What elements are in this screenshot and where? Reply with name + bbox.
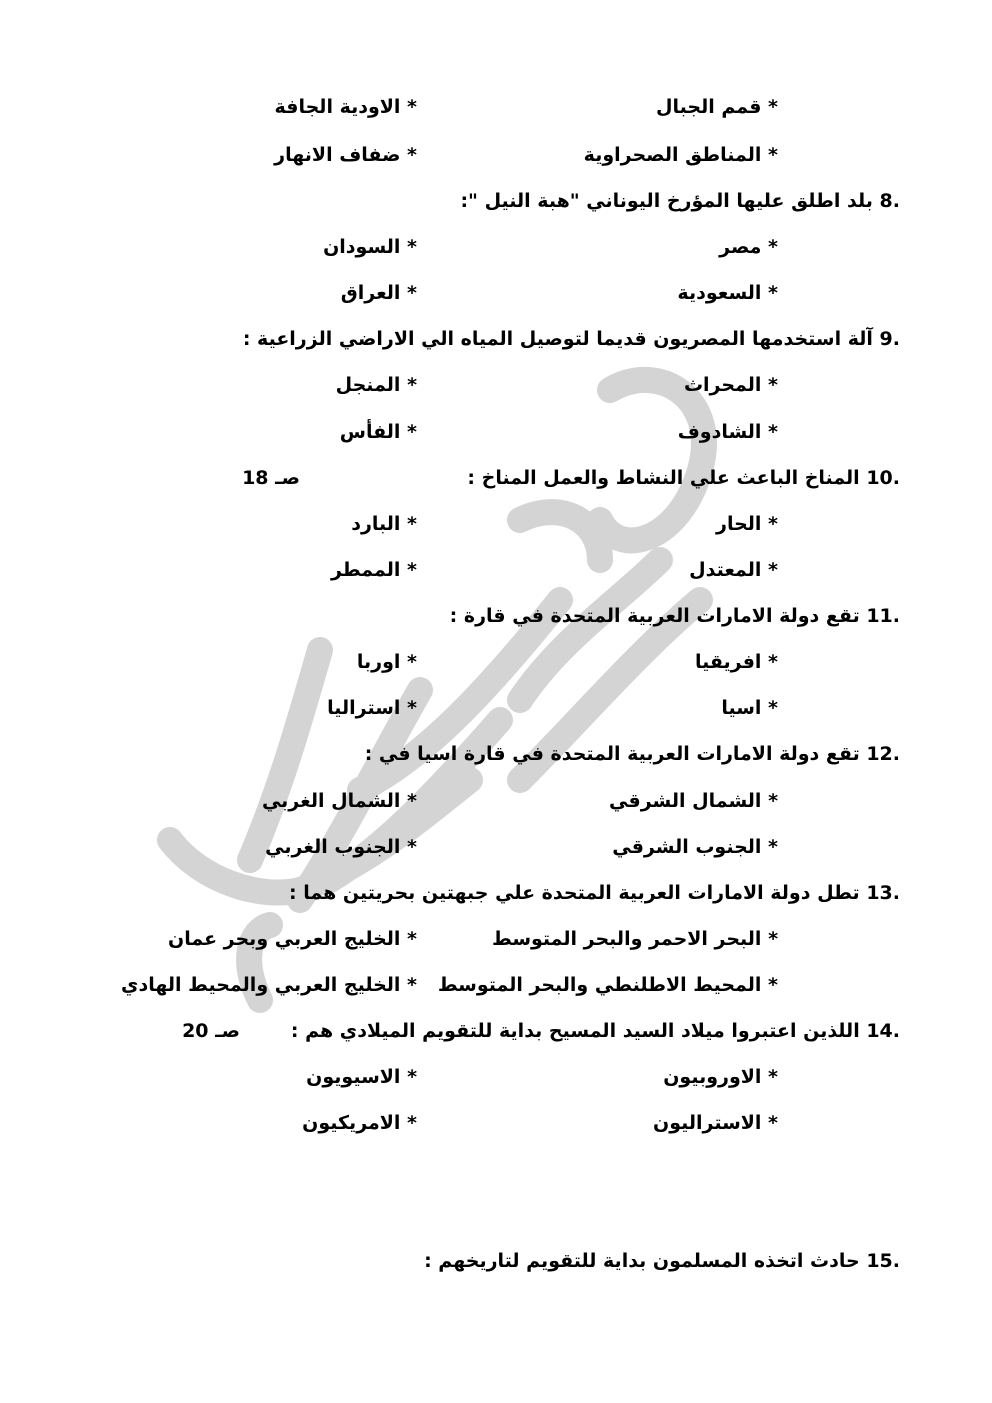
- q12-option-2: * الشمال الغربي: [261, 790, 417, 812]
- q8-option-4: * العراق: [340, 282, 417, 304]
- q10-option-4: * الممطر: [330, 559, 417, 581]
- question-11: [450, 604, 900, 628]
- question-8: [460, 189, 900, 213]
- q11-option-3: * اسيا: [721, 697, 778, 719]
- q13-option-2: * الخليج العربي وبحر عمان: [167, 928, 417, 950]
- q14-option-3: * الاستراليون: [652, 1112, 778, 1134]
- q8-option-1: * مصر: [719, 236, 778, 258]
- q11-option-4: * استراليا: [327, 697, 417, 719]
- q14-option-2: * الاسيويون: [306, 1066, 417, 1088]
- q13-option-3: * المحيط الاطلنطي والبحر المتوسط: [437, 974, 778, 996]
- q7-option-1: * قمم الجبال: [656, 96, 778, 118]
- q7-option-3: * المناطق الصحراوية: [583, 144, 778, 166]
- question-number: 15.: [866, 1250, 900, 1272]
- question-text: المناخ الباعث علي النشاط والعمل المناخ :: [467, 467, 860, 489]
- question-number: 9.: [879, 328, 900, 350]
- question-10: [467, 466, 900, 490]
- q13-option-4: * الخليج العربي والمحيط الهادي: [121, 974, 417, 996]
- q8-option-3: * السعودية: [677, 282, 778, 304]
- question-number: 14.: [866, 1020, 900, 1042]
- question-text: تطل دولة الامارات العربية المتحدة علي جبهتين بحريتين هما :: [289, 882, 860, 904]
- question-text: تقع دولة الامارات العربية المتحدة في قارة اسيا في :: [364, 743, 860, 765]
- question-14: [291, 1019, 900, 1043]
- q11-option-1: * افريقيا: [694, 651, 778, 673]
- question-text: حادث اتخذه المسلمون بداية للتقويم لتاريخهم :: [424, 1250, 860, 1272]
- question-number: 11.: [866, 605, 900, 627]
- question-9: [243, 327, 900, 351]
- question-15: [424, 1249, 900, 1273]
- q10-option-2: * البارد: [351, 513, 417, 535]
- question-text: اللذين اعتبروا ميلاد السيد المسيح بداية للتقويم الميلادي هم :: [290, 1020, 860, 1042]
- q9-option-4: * الفأس: [339, 421, 417, 443]
- question-number: 10.: [866, 467, 900, 489]
- question-13: [289, 881, 900, 905]
- q12-option-1: * الشمال الشرقي: [609, 790, 778, 812]
- q10-option-3: * المعتدل: [689, 559, 778, 581]
- q8-option-2: * السودان: [323, 236, 417, 258]
- q9-option-3: * الشادوف: [677, 421, 778, 443]
- q7-option-2: * الاودية الجافة: [274, 96, 417, 118]
- q9-option-2: * المنجل: [335, 374, 417, 396]
- question-number: 8.: [879, 190, 900, 212]
- q14-option-1: * الاوروبيون: [663, 1066, 778, 1088]
- question-12: [365, 742, 900, 766]
- question-text: بلد اطلق عليها المؤرخ اليوناني "هبة النيل ":: [460, 190, 873, 212]
- q7-option-4: * ضفاف الانهار: [274, 144, 417, 166]
- q14-option-4: * الامريكيون: [302, 1112, 417, 1134]
- question-text: آلة استخدمها المصريون قديما لتوصيل المياه الي الاراضي الزراعية :: [242, 328, 873, 350]
- q10-option-1: * الحار: [716, 513, 778, 535]
- q13-option-1: * البحر الاحمر والبحر المتوسط: [491, 928, 778, 950]
- q9-option-1: * المحراث: [683, 374, 778, 396]
- q11-option-2: * اوربا: [356, 651, 417, 673]
- q12-option-3: * الجنوب الشرقي: [612, 836, 778, 858]
- page-reference: صـ 18: [242, 467, 300, 489]
- question-text: تقع دولة الامارات العربية المتحدة في قارة :: [449, 605, 860, 627]
- page-reference: صـ 20: [182, 1020, 240, 1042]
- q12-option-4: * الجنوب الغربي: [265, 836, 417, 858]
- question-number: 13.: [866, 882, 900, 904]
- question-number: 12.: [866, 743, 900, 765]
